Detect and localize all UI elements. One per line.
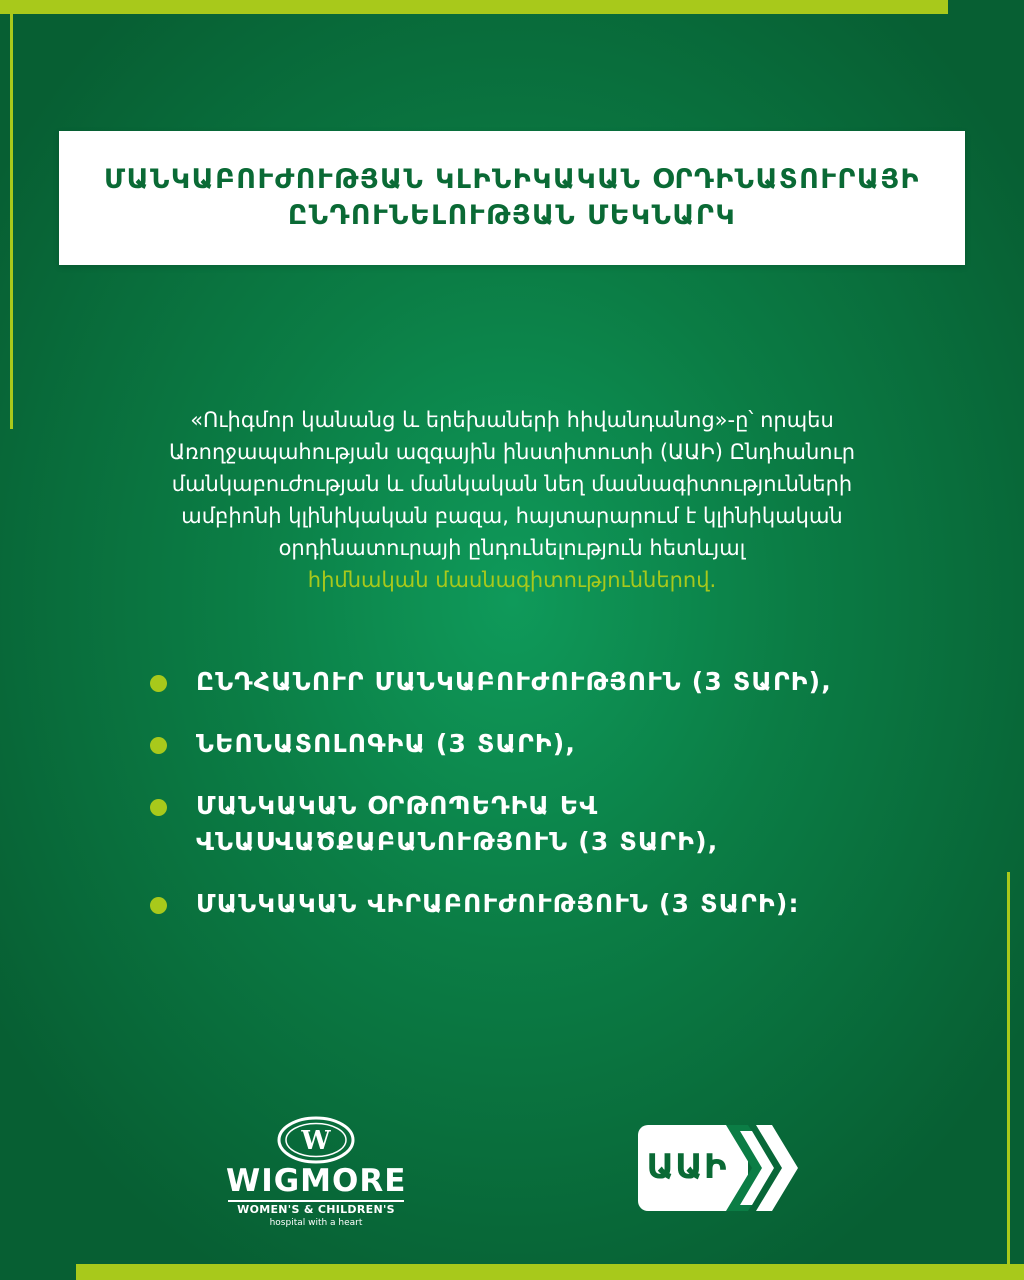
bullet-icon <box>150 675 167 692</box>
title-line-1: ՄԱՆԿԱԲՈՒԺՈՒԹՅԱՆ ԿԼԻՆԻԿԱԿԱՆ ՕՐԴԻՆԱՏՈՒՐԱՅԻ <box>104 164 920 195</box>
wigmore-emblem-letter: W <box>301 1126 331 1156</box>
list-item <box>150 726 970 762</box>
list-item <box>150 788 970 860</box>
specialty-list <box>150 664 970 922</box>
intro-line-5: օրդինատուրայի ընդունելություն հետևյալ <box>278 536 746 560</box>
specialty-text: ՄԱՆԿԱԿԱՆ ՎԻՐԱԲՈՒԺՈՒԹՅՈՒՆ (3 ՏԱՐԻ): <box>196 889 800 918</box>
aai-logo-text: ԱԱԻ <box>646 1147 728 1187</box>
bottom-accent-bar <box>76 1264 1024 1280</box>
wigmore-subtitle: WOMEN'S & CHILDREN'S <box>237 1203 395 1216</box>
wigmore-logo <box>226 1115 407 1228</box>
intro-line-4: ամբիոնի կլինիկական բազա, հայտարարում է կլինիկական <box>181 504 843 528</box>
specialty-text-line-1: ՄԱՆԿԱԿԱՆ ՕՐԹՈՊԵԴԻԱ ԵՎ <box>196 791 599 820</box>
intro-highlight: հիմնական մասնագիտություններով. <box>307 568 717 592</box>
intro-line-2: Առողջապահության ազգային ինստիտուտի (ԱԱԻ) Ընդհանուր <box>168 440 856 464</box>
top-accent-bar <box>0 0 948 14</box>
wigmore-emblem-icon <box>276 1115 356 1165</box>
left-accent-line <box>10 14 13 429</box>
wigmore-tagline: hospital with a heart <box>269 1218 363 1228</box>
right-accent-line <box>1007 872 1010 1264</box>
intro-line-3: մանկաբուժության և մանկական նեղ մասնագիտությունների <box>171 472 853 496</box>
list-item <box>150 886 970 922</box>
bullet-icon <box>150 799 167 816</box>
wigmore-name: WIGMORE <box>226 1163 407 1199</box>
specialty-text-line-2: ՎՆԱՍՎԱԾՔԱԲԱՆՈՒԹՅՈՒՆ (3 ՏԱՐԻ), <box>196 827 719 856</box>
bullet-icon <box>150 737 167 754</box>
intro-paragraph <box>60 404 964 596</box>
chevron-right-icon <box>726 1125 804 1211</box>
aai-logo <box>638 1125 803 1211</box>
bullet-icon <box>150 897 167 914</box>
title-line-2: ԸՆԴՈՒՆԵԼՈՒԹՅԱՆ ՄԵԿՆԱՐԿ <box>287 200 737 231</box>
wigmore-divider <box>228 1200 404 1202</box>
specialty-text: ԸՆԴՀԱՆՈՒՐ ՄԱՆԿԱԲՈՒԺՈՒԹՅՈՒՆ (3 ՏԱՐԻ), <box>196 667 832 696</box>
specialty-text: ՆԵՈՆԱՏՈԼՈԳԻԱ (3 ՏԱՐԻ), <box>196 729 577 758</box>
list-item <box>150 664 970 700</box>
title-banner <box>59 131 965 265</box>
intro-line-1: «Ուիգմոր կանանց և երեխաների հիվանդանոց»-ը՝ որպես <box>190 408 834 432</box>
